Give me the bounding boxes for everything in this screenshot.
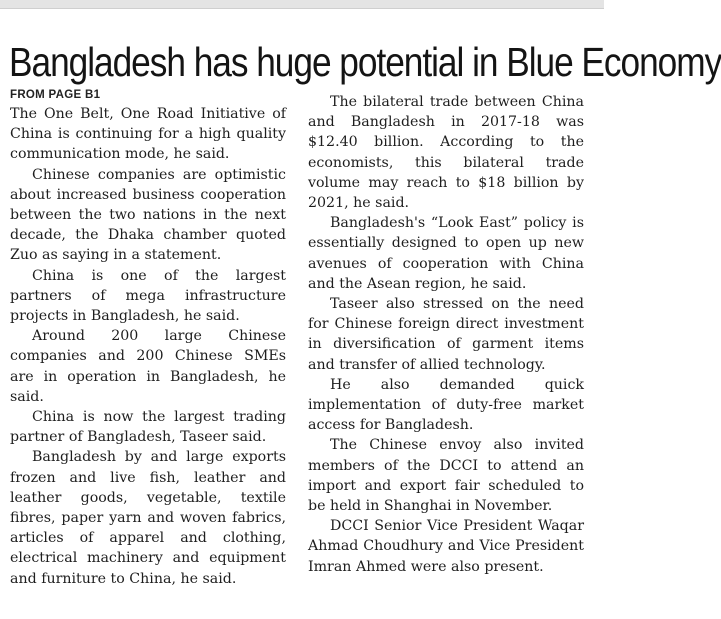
paragraph-infrastructure-partner: China is one of the largest partners of mega infrastructure projects in Bangladesh, he said. [10, 267, 286, 325]
paragraph-duty-free: He also demanded quick implementation of duty-free market access for Bangladesh. [308, 376, 584, 434]
paragraph-belt-road: The One Belt, One Road Initiative of China is continuing for a high quality communication mode, he said. [10, 106, 286, 163]
article-headline: Bangladesh has huge potential in Blue Economy [9, 39, 721, 85]
paragraph-chinese-companies: Around 200 large Chinese companies and 200 Chinese SMEs are in operation in Bangladesh, he said. [10, 328, 286, 405]
article-column-left [10, 88, 286, 589]
paragraph-look-east: Bangladesh's “Look East” policy is essentially designed to open up new avenues of cooperation with China and the Asean region, he said. [308, 215, 584, 292]
article-column-right [308, 92, 584, 577]
paragraph-shanghai-fair: The Chinese envoy also invited members of the DCCI to attend an import and export fair scheduled to be held in Shanghai in November. [308, 437, 584, 515]
paragraph-dcci-officials: DCCI Senior Vice President Waqar Ahmad Choudhury and Vice President Imran Ahmed were also present. [308, 518, 584, 575]
paragraph-exports: Bangladesh by and large exports frozen and live fish, leather and leather goods, vegetable, textile fibres, paper yarn and woven fabrics, articles of apparel and clothing, electrical machinery and equipment and furniture to China, he said. [10, 449, 286, 587]
top-divider-line [0, 8, 604, 9]
paragraph-fdi: Taseer also stressed on the need for Chinese foreign direct investment in diversification of garment items and transfer of allied technology. [308, 296, 584, 373]
continuation-kicker: FROM PAGE B1 [10, 89, 101, 101]
paragraph-business-cooperation: Chinese companies are optimistic about increased business cooperation between the two nations in the next decade, the Dhaka chamber quoted Zuo as saying in a statement. [10, 166, 286, 264]
top-border-strip [0, 0, 604, 8]
paragraph-trading-partner: China is now the largest trading partner of Bangladesh, Taseer said. [10, 409, 286, 446]
paragraph-bilateral-trade: The bilateral trade between China and Bangladesh in 2017-18 was $12.40 billion. According to the economists, this bilateral trade volume may reach to $18 billion by 2021, he said. [308, 94, 584, 212]
